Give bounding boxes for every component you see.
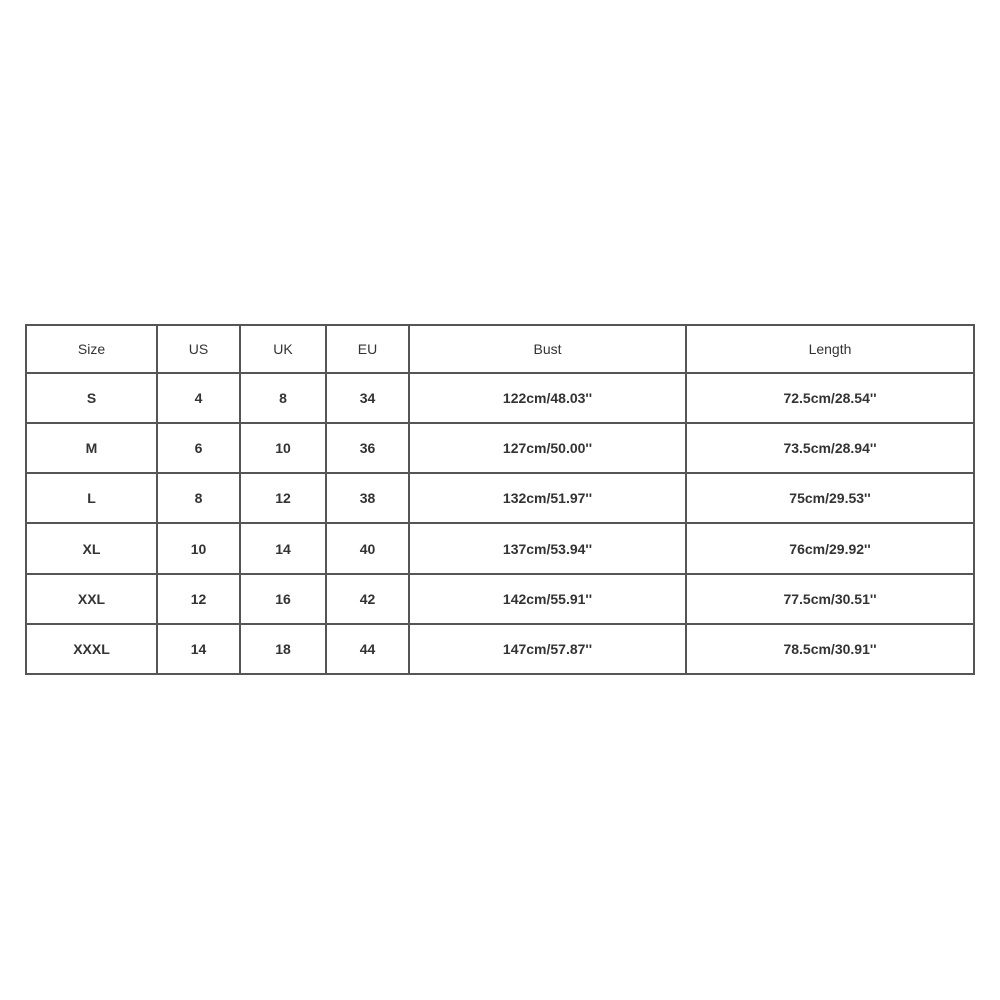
cell-bust: 132cm/51.97'': [409, 473, 686, 523]
header-row: [26, 325, 974, 373]
table-row: [26, 624, 974, 674]
cell-length: 72.5cm/28.54'': [686, 373, 974, 423]
header-us: US: [157, 325, 240, 373]
size-chart-table: [25, 324, 975, 675]
cell-bust: 127cm/50.00'': [409, 423, 686, 473]
cell-eu: 36: [326, 423, 409, 473]
header-size: Size: [26, 325, 157, 373]
cell-uk: 18: [240, 624, 326, 674]
cell-bust: 147cm/57.87'': [409, 624, 686, 674]
table-row: [26, 523, 974, 573]
cell-size: XL: [26, 523, 157, 573]
table-row: [26, 473, 974, 523]
cell-size: S: [26, 373, 157, 423]
cell-size: XXL: [26, 574, 157, 624]
cell-uk: 16: [240, 574, 326, 624]
cell-us: 10: [157, 523, 240, 573]
table-row: [26, 373, 974, 423]
cell-uk: 14: [240, 523, 326, 573]
size-chart-body: [26, 373, 974, 674]
header-bust: Bust: [409, 325, 686, 373]
header-length: Length: [686, 325, 974, 373]
cell-uk: 12: [240, 473, 326, 523]
table-row: [26, 423, 974, 473]
cell-us: 8: [157, 473, 240, 523]
cell-eu: 42: [326, 574, 409, 624]
cell-length: 76cm/29.92'': [686, 523, 974, 573]
cell-length: 75cm/29.53'': [686, 473, 974, 523]
header-uk: UK: [240, 325, 326, 373]
cell-length: 73.5cm/28.94'': [686, 423, 974, 473]
size-chart-header: [26, 325, 974, 373]
table-row: [26, 574, 974, 624]
cell-uk: 8: [240, 373, 326, 423]
cell-size: M: [26, 423, 157, 473]
cell-length: 77.5cm/30.51'': [686, 574, 974, 624]
cell-us: 14: [157, 624, 240, 674]
cell-bust: 122cm/48.03'': [409, 373, 686, 423]
cell-eu: 40: [326, 523, 409, 573]
cell-us: 6: [157, 423, 240, 473]
cell-bust: 137cm/53.94'': [409, 523, 686, 573]
cell-bust: 142cm/55.91'': [409, 574, 686, 624]
cell-eu: 44: [326, 624, 409, 674]
cell-size: L: [26, 473, 157, 523]
cell-length: 78.5cm/30.91'': [686, 624, 974, 674]
cell-size: XXXL: [26, 624, 157, 674]
header-eu: EU: [326, 325, 409, 373]
cell-eu: 34: [326, 373, 409, 423]
cell-eu: 38: [326, 473, 409, 523]
cell-us: 12: [157, 574, 240, 624]
cell-us: 4: [157, 373, 240, 423]
cell-uk: 10: [240, 423, 326, 473]
